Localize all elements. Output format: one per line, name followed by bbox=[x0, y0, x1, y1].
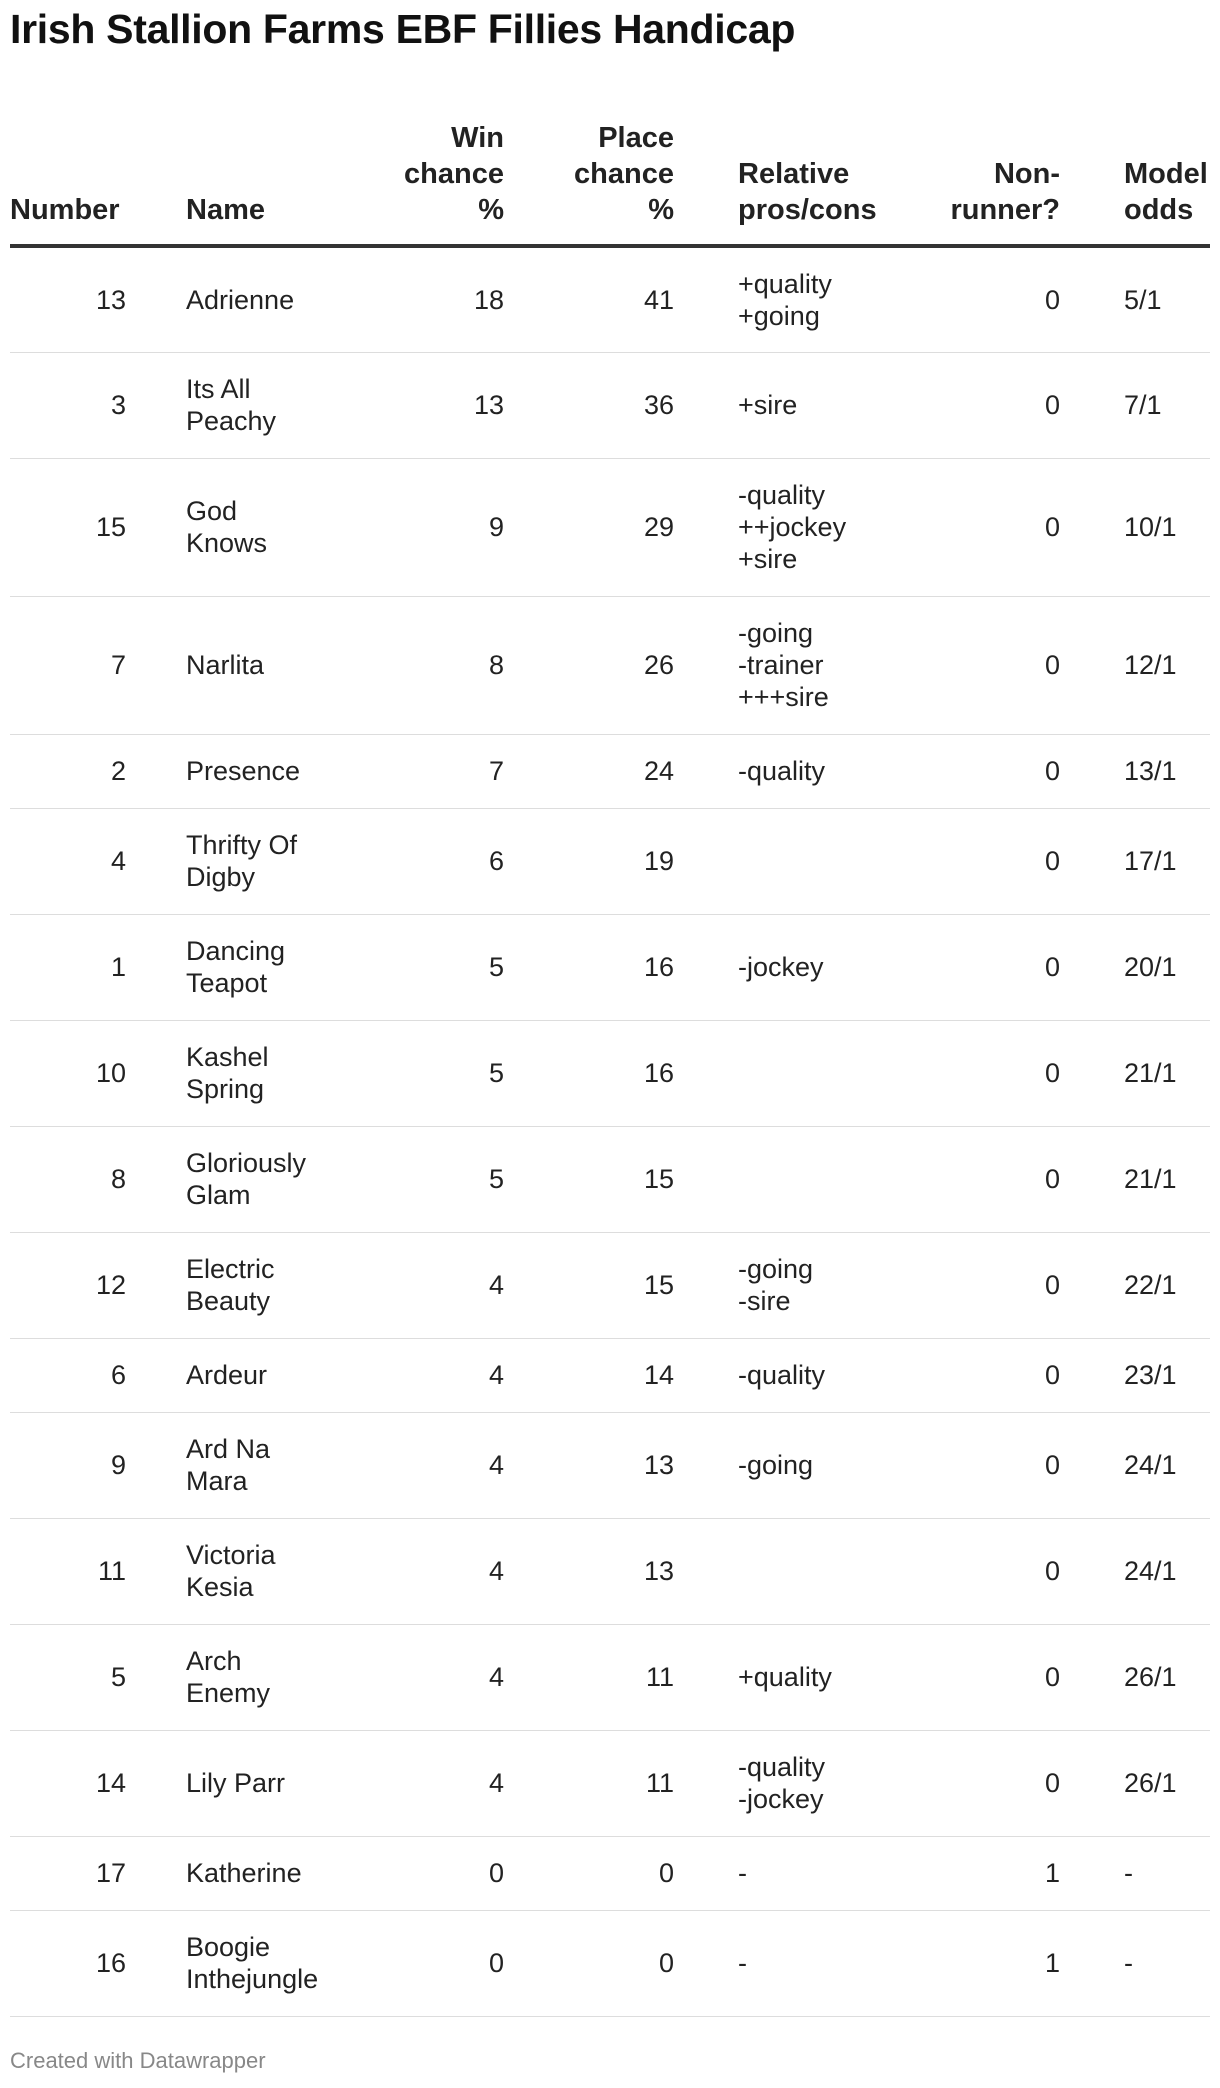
table-row bbox=[10, 1412, 1210, 1518]
cell-number: 17 bbox=[10, 1836, 126, 1910]
cell-win-chance: 7 bbox=[386, 734, 504, 808]
cell-gap bbox=[126, 1836, 186, 1910]
cell-non-runner: 0 bbox=[934, 352, 1060, 458]
cell-win-chance: 5 bbox=[386, 914, 504, 1020]
cell-number: 9 bbox=[10, 1412, 126, 1518]
table-row bbox=[10, 1020, 1210, 1126]
cell-model-odds: 23/1 bbox=[1060, 1338, 1210, 1412]
cell-win-chance: 13 bbox=[386, 352, 504, 458]
cell-name: Boogie Inthejungle bbox=[186, 1910, 386, 2016]
cell-non-runner: 0 bbox=[934, 914, 1060, 1020]
cell-place-chance: 11 bbox=[504, 1624, 674, 1730]
cell-win-chance: 18 bbox=[386, 246, 504, 352]
cell-number: 7 bbox=[10, 596, 126, 734]
cell-gap bbox=[126, 1412, 186, 1518]
cell-name: Presence bbox=[186, 734, 386, 808]
cell-place-chance: 0 bbox=[504, 1910, 674, 2016]
cell-number: 11 bbox=[10, 1518, 126, 1624]
cell-model-odds: 20/1 bbox=[1060, 914, 1210, 1020]
cell-place-chance: 26 bbox=[504, 596, 674, 734]
cell-place-chance: 19 bbox=[504, 808, 674, 914]
cell-win-chance: 4 bbox=[386, 1232, 504, 1338]
cell-number: 16 bbox=[10, 1910, 126, 2016]
cell-pros-cons bbox=[674, 1126, 934, 1232]
table-row bbox=[10, 1836, 1210, 1910]
cell-model-odds: 24/1 bbox=[1060, 1412, 1210, 1518]
table-row bbox=[10, 734, 1210, 808]
cell-win-chance: 0 bbox=[386, 1836, 504, 1910]
cell-pros-cons bbox=[674, 1518, 934, 1624]
cell-place-chance: 13 bbox=[504, 1412, 674, 1518]
cell-place-chance: 16 bbox=[504, 914, 674, 1020]
column-header-pros-cons[interactable]: Relative pros/cons bbox=[674, 120, 934, 246]
cell-name: Thrifty Of Digby bbox=[186, 808, 386, 914]
cell-non-runner: 0 bbox=[934, 734, 1060, 808]
cell-non-runner: 0 bbox=[934, 1232, 1060, 1338]
cell-place-chance: 29 bbox=[504, 458, 674, 596]
cell-number: 3 bbox=[10, 352, 126, 458]
cell-name: Lily Parr bbox=[186, 1730, 386, 1836]
cell-win-chance: 4 bbox=[386, 1412, 504, 1518]
cell-non-runner: 0 bbox=[934, 808, 1060, 914]
cell-pros-cons: -going -trainer +++sire bbox=[674, 596, 934, 734]
cell-model-odds: 26/1 bbox=[1060, 1624, 1210, 1730]
cell-name: Ard Na Mara bbox=[186, 1412, 386, 1518]
cell-win-chance: 0 bbox=[386, 1910, 504, 2016]
cell-non-runner: 0 bbox=[934, 1730, 1060, 1836]
cell-number: 5 bbox=[10, 1624, 126, 1730]
cell-place-chance: 14 bbox=[504, 1338, 674, 1412]
table-row bbox=[10, 596, 1210, 734]
table-body bbox=[10, 246, 1210, 2016]
table-row bbox=[10, 352, 1210, 458]
cell-gap bbox=[126, 596, 186, 734]
cell-place-chance: 15 bbox=[504, 1126, 674, 1232]
cell-name: Victoria Kesia bbox=[186, 1518, 386, 1624]
cell-pros-cons bbox=[674, 1020, 934, 1126]
cell-gap bbox=[126, 458, 186, 596]
table-row bbox=[10, 1126, 1210, 1232]
cell-number: 12 bbox=[10, 1232, 126, 1338]
cell-model-odds: 21/1 bbox=[1060, 1126, 1210, 1232]
cell-name: God Knows bbox=[186, 458, 386, 596]
cell-place-chance: 24 bbox=[504, 734, 674, 808]
cell-number: 10 bbox=[10, 1020, 126, 1126]
cell-gap bbox=[126, 1126, 186, 1232]
cell-model-odds: - bbox=[1060, 1836, 1210, 1910]
cell-model-odds: 13/1 bbox=[1060, 734, 1210, 808]
cell-win-chance: 4 bbox=[386, 1338, 504, 1412]
cell-non-runner: 0 bbox=[934, 246, 1060, 352]
cell-name: Arch Enemy bbox=[186, 1624, 386, 1730]
table-row bbox=[10, 808, 1210, 914]
cell-non-runner: 0 bbox=[934, 1126, 1060, 1232]
cell-win-chance: 8 bbox=[386, 596, 504, 734]
cell-win-chance: 4 bbox=[386, 1624, 504, 1730]
cell-name: Ardeur bbox=[186, 1338, 386, 1412]
cell-number: 4 bbox=[10, 808, 126, 914]
cell-model-odds: 24/1 bbox=[1060, 1518, 1210, 1624]
cell-gap bbox=[126, 1730, 186, 1836]
cell-gap bbox=[126, 914, 186, 1020]
cell-win-chance: 4 bbox=[386, 1730, 504, 1836]
cell-non-runner: 0 bbox=[934, 1020, 1060, 1126]
cell-name: Dancing Teapot bbox=[186, 914, 386, 1020]
table-row bbox=[10, 1910, 1210, 2016]
table-row bbox=[10, 246, 1210, 352]
table-row bbox=[10, 1518, 1210, 1624]
cell-non-runner: 1 bbox=[934, 1910, 1060, 2016]
cell-model-odds: 10/1 bbox=[1060, 458, 1210, 596]
cell-model-odds: 12/1 bbox=[1060, 596, 1210, 734]
cell-number: 2 bbox=[10, 734, 126, 808]
cell-pros-cons: -quality -jockey bbox=[674, 1730, 934, 1836]
table-row bbox=[10, 1338, 1210, 1412]
footer-credit: Created with Datawrapper bbox=[10, 2048, 266, 2073]
cell-win-chance: 9 bbox=[386, 458, 504, 596]
cell-name: Narlita bbox=[186, 596, 386, 734]
cell-number: 14 bbox=[10, 1730, 126, 1836]
cell-pros-cons: - bbox=[674, 1910, 934, 2016]
results-table bbox=[10, 120, 1210, 2017]
cell-pros-cons: -quality ++jockey +sire bbox=[674, 458, 934, 596]
cell-pros-cons: +quality bbox=[674, 1624, 934, 1730]
cell-model-odds: - bbox=[1060, 1910, 1210, 2016]
cell-non-runner: 0 bbox=[934, 596, 1060, 734]
cell-model-odds: 5/1 bbox=[1060, 246, 1210, 352]
cell-name: Electric Beauty bbox=[186, 1232, 386, 1338]
cell-non-runner: 0 bbox=[934, 1338, 1060, 1412]
table-row bbox=[10, 1730, 1210, 1836]
cell-number: 8 bbox=[10, 1126, 126, 1232]
column-header-place-chance[interactable]: Place chance % bbox=[504, 120, 674, 246]
cell-name: Adrienne bbox=[186, 246, 386, 352]
table-header-row bbox=[10, 120, 1210, 246]
cell-place-chance: 41 bbox=[504, 246, 674, 352]
cell-model-odds: 7/1 bbox=[1060, 352, 1210, 458]
cell-place-chance: 16 bbox=[504, 1020, 674, 1126]
cell-name: Katherine bbox=[186, 1836, 386, 1910]
cell-number: 6 bbox=[10, 1338, 126, 1412]
cell-non-runner: 1 bbox=[934, 1836, 1060, 1910]
cell-pros-cons: - bbox=[674, 1836, 934, 1910]
cell-pros-cons: +quality +going bbox=[674, 246, 934, 352]
cell-place-chance: 13 bbox=[504, 1518, 674, 1624]
cell-gap bbox=[126, 808, 186, 914]
cell-win-chance: 4 bbox=[386, 1518, 504, 1624]
cell-place-chance: 0 bbox=[504, 1836, 674, 1910]
cell-gap bbox=[126, 352, 186, 458]
cell-model-odds: 21/1 bbox=[1060, 1020, 1210, 1126]
cell-place-chance: 15 bbox=[504, 1232, 674, 1338]
table-row bbox=[10, 1624, 1210, 1730]
cell-name: Its All Peachy bbox=[186, 352, 386, 458]
cell-gap bbox=[126, 1624, 186, 1730]
cell-gap bbox=[126, 1910, 186, 2016]
cell-pros-cons: -quality bbox=[674, 734, 934, 808]
column-header-win-chance[interactable]: Win chance % bbox=[386, 120, 504, 246]
cell-non-runner: 0 bbox=[934, 1624, 1060, 1730]
page-title: Irish Stallion Farms EBF Fillies Handicap bbox=[10, 6, 796, 52]
cell-gap bbox=[126, 246, 186, 352]
cell-pros-cons: +sire bbox=[674, 352, 934, 458]
cell-non-runner: 0 bbox=[934, 1518, 1060, 1624]
cell-win-chance: 5 bbox=[386, 1020, 504, 1126]
table-row bbox=[10, 458, 1210, 596]
cell-number: 1 bbox=[10, 914, 126, 1020]
column-header-name[interactable]: Name bbox=[186, 120, 386, 246]
cell-place-chance: 11 bbox=[504, 1730, 674, 1836]
table-row bbox=[10, 914, 1210, 1020]
page bbox=[10, 0, 1220, 2073]
column-header-number[interactable]: Number bbox=[10, 120, 126, 246]
cell-model-odds: 22/1 bbox=[1060, 1232, 1210, 1338]
cell-non-runner: 0 bbox=[934, 1412, 1060, 1518]
cell-number: 15 bbox=[10, 458, 126, 596]
cell-win-chance: 5 bbox=[386, 1126, 504, 1232]
column-header-model-odds[interactable]: Model odds bbox=[1060, 120, 1210, 246]
column-header-non-runner[interactable]: Non- runner? bbox=[934, 120, 1060, 246]
cell-non-runner: 0 bbox=[934, 458, 1060, 596]
cell-win-chance: 6 bbox=[386, 808, 504, 914]
cell-name: Gloriously Glam bbox=[186, 1126, 386, 1232]
cell-gap bbox=[126, 1232, 186, 1338]
cell-gap bbox=[126, 1518, 186, 1624]
table-row bbox=[10, 1232, 1210, 1338]
cell-gap bbox=[126, 1338, 186, 1412]
cell-model-odds: 26/1 bbox=[1060, 1730, 1210, 1836]
cell-pros-cons bbox=[674, 808, 934, 914]
cell-name: Kashel Spring bbox=[186, 1020, 386, 1126]
cell-pros-cons: -quality bbox=[674, 1338, 934, 1412]
cell-pros-cons: -going bbox=[674, 1412, 934, 1518]
cell-place-chance: 36 bbox=[504, 352, 674, 458]
cell-gap bbox=[126, 734, 186, 808]
cell-gap bbox=[126, 1020, 186, 1126]
cell-pros-cons: -jockey bbox=[674, 914, 934, 1020]
cell-pros-cons: -going -sire bbox=[674, 1232, 934, 1338]
cell-model-odds: 17/1 bbox=[1060, 808, 1210, 914]
cell-number: 13 bbox=[10, 246, 126, 352]
